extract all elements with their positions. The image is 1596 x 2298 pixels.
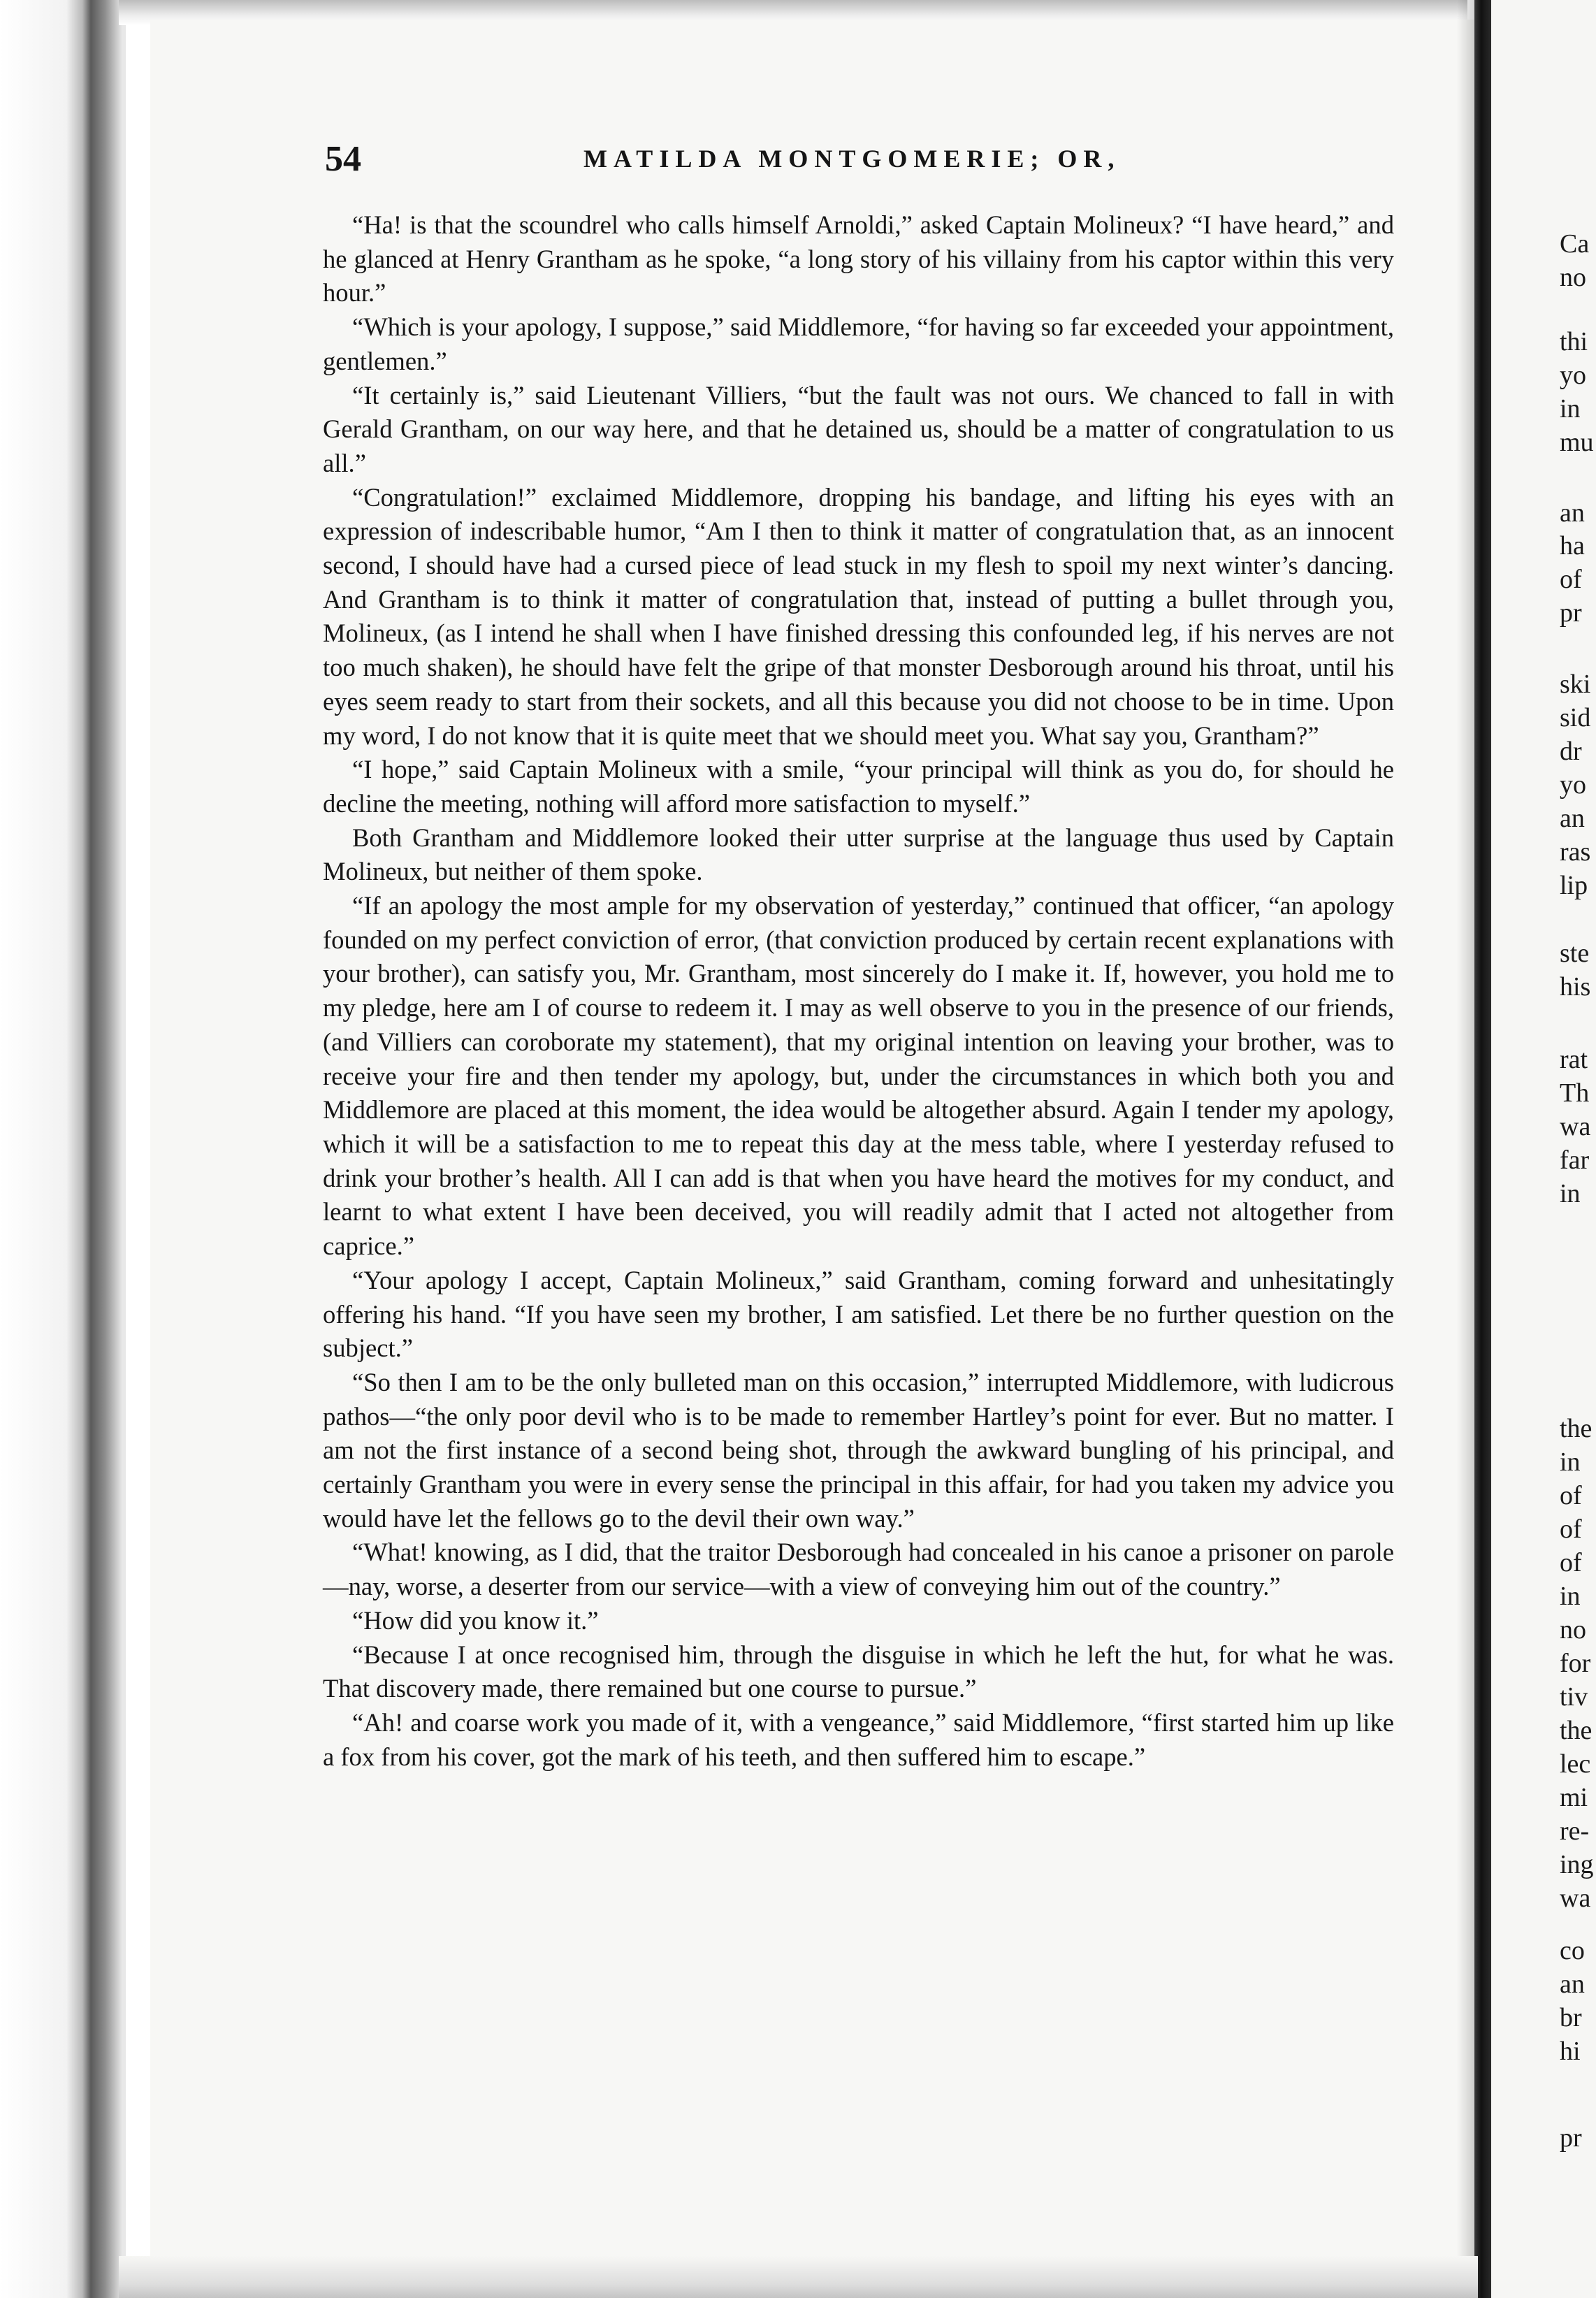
facing-fragment: of bbox=[1560, 1548, 1582, 1577]
facing-fragment: mi bbox=[1560, 1783, 1588, 1812]
facing-fragment: wa bbox=[1560, 1884, 1591, 1913]
facing-fragment: br bbox=[1560, 2003, 1582, 2032]
facing-fragment: ha bbox=[1560, 531, 1585, 561]
facing-fragment: of bbox=[1560, 1481, 1582, 1510]
facing-fragment: an bbox=[1560, 1970, 1585, 1999]
page-number: 54 bbox=[325, 139, 361, 179]
facing-fragment: his bbox=[1560, 972, 1591, 1002]
facing-fragment: in bbox=[1560, 1447, 1581, 1477]
scan-bottom-edge bbox=[119, 2256, 1478, 2298]
book-spine bbox=[1474, 0, 1491, 2298]
paragraph: “Which is your apology, I suppose,” said Middlemore, “for having so far exceeded your appointment, gentlemen.” bbox=[323, 312, 1394, 375]
scan-left-border bbox=[0, 0, 126, 2298]
facing-fragment: the bbox=[1560, 1716, 1593, 1745]
facing-fragment: hi bbox=[1560, 2037, 1581, 2066]
facing-fragment: Ca bbox=[1560, 229, 1590, 259]
facing-fragment: thi bbox=[1560, 327, 1588, 356]
facing-fragment: an bbox=[1560, 498, 1585, 528]
facing-fragment: the bbox=[1560, 1414, 1593, 1443]
paragraph: “Ah! and coarse work you made of it, with a vengeance,” said Middlemore, “first started him up like a fox from his cover, got the mark of his teeth, and then suffered him to escape.” bbox=[323, 1707, 1394, 1771]
facing-fragment: lec bbox=[1560, 1749, 1591, 1779]
facing-fragment: mu bbox=[1560, 428, 1594, 457]
paragraph: “Your apology I accept, Captain Molineux,” said Grantham, coming forward and unhesitatingly offering his hand. “If you have seen my brother, I am satisfied. Let there be no further question on the subject.” bbox=[323, 1265, 1394, 1363]
facing-fragment: dr bbox=[1560, 737, 1582, 766]
facing-fragment: of bbox=[1560, 565, 1582, 594]
facing-fragment: ski bbox=[1560, 670, 1591, 699]
facing-fragment: pr bbox=[1560, 2123, 1582, 2153]
paragraph: “If an apology the most ample for my observation of yesterday,” continued that officer, “an apology founded on my perfect conviction of error, (that conviction produced by certain recent explanations with your brother), can satisfy you, Mr. Grantham, most sincerely do I make it. If, however, you hold me to my pledge, here am I of course to redeem it. I may as well observe to you in the presence of our friends, (and Villiers can coroborate my statement), that my original intention on leaving your brother, was to receive your fire and then tender my apology, but, under the circumstances in which both you and Middlemore are placed at this moment, the idea would be altogether absurd. Again I tender my apology, which it will be a satisfaction to me to repeat this day at the mess table, where I yesterday refused to drink your brother’s health. All I can add is that when you have heard the motives for my conduct, and learnt to what extent I have been deceived, you will readily admit that I acted not altogether from caprice.” bbox=[323, 891, 1394, 1261]
facing-fragment: in bbox=[1560, 394, 1581, 424]
paragraph: “I hope,” said Captain Molineux with a smile, “your principal will think as you do, for should he decline the meeting, nothing will afford more satisfaction to myself.” bbox=[323, 755, 1394, 818]
facing-fragment: for bbox=[1560, 1649, 1591, 1678]
facing-fragment: ras bbox=[1560, 837, 1591, 867]
facing-fragment: co bbox=[1560, 1936, 1585, 1965]
facing-fragment: Th bbox=[1560, 1078, 1590, 1108]
facing-fragment: yo bbox=[1560, 770, 1586, 800]
facing-fragment: no bbox=[1560, 263, 1586, 292]
body-text bbox=[323, 208, 1394, 1774]
facing-fragment: of bbox=[1560, 1515, 1582, 1544]
facing-fragment: in bbox=[1560, 1582, 1581, 1611]
facing-fragment: no bbox=[1560, 1615, 1586, 1645]
facing-fragment: far bbox=[1560, 1146, 1590, 1175]
paragraph: “It certainly is,” said Lieutenant Villiers, “but the fault was not ours. We chanced to fall in with Gerald Grantham, on our way here, and that he detained us, should be a matter of congratulation to us all.” bbox=[323, 380, 1394, 477]
facing-fragment: yo bbox=[1560, 361, 1586, 390]
gutter-shadow bbox=[1457, 0, 1475, 2298]
paragraph: “How did you know it.” bbox=[352, 1605, 599, 1635]
facing-fragment: lip bbox=[1560, 871, 1588, 900]
facing-fragment: sid bbox=[1560, 703, 1591, 732]
paragraph: “Ha! is that the scoundrel who calls himself Arnoldi,” asked Captain Molineux? “I have heard,” and he glanced at Henry Grantham as he spoke, “a long story of his villainy from his captor within this very hour.” bbox=[323, 210, 1394, 308]
paragraph: “Congratulation!” exclaimed Middlemore, dropping his bandage, and lifting his eyes with an expression of indescribable humor, “Am I then to think it matter of congratulation that, as an innocent second, I should have had a cursed piece of lead stuck in my flesh to spoil my next winter’s dancing. And Grantham is to think it matter of congratulation that, instead of putting a bullet through you, Molineux, (as I intend he shall when I have finished dressing this confounded leg, if his nerves are not too much shaken), he should have felt the gripe of that monster Desborough around his throat, until his eyes seem ready to start from their sockets, and all this because you did not choose to be in time. Upon my word, I do not know that it is quite meet that we should meet you. What say you, Grantham?” bbox=[323, 482, 1394, 750]
paragraph: “Because I at once recognised him, through the disguise in which he left the hut, for what he was. That discovery made, there remained but one course to pursue.” bbox=[323, 1640, 1394, 1703]
facing-fragment: an bbox=[1560, 804, 1585, 833]
facing-fragment: ing bbox=[1560, 1850, 1594, 1879]
facing-fragment: tiv bbox=[1560, 1682, 1588, 1712]
facing-fragment: pr bbox=[1560, 598, 1582, 628]
facing-fragment: re- bbox=[1560, 1816, 1590, 1846]
paragraph: “What! knowing, as I did, that the traitor Desborough had concealed in his canoe a prisoner on parole—nay, worse, a deserter from our service—with a view of conveying him out of the country.” bbox=[323, 1538, 1394, 1601]
paragraph: Both Grantham and Middlemore looked their utter surprise at the language thus used by Captain Molineux, but neither of them spoke. bbox=[323, 823, 1394, 886]
facing-fragment: wa bbox=[1560, 1112, 1591, 1141]
facing-fragment: ste bbox=[1560, 939, 1590, 968]
running-title: MATILDA MONTGOMERIE; OR, bbox=[583, 145, 1121, 173]
facing-fragment: in bbox=[1560, 1179, 1581, 1208]
facing-fragment: rat bbox=[1560, 1045, 1588, 1074]
paragraph: “So then I am to be the only bulleted man on this occasion,” interrupted Middlemore, with ludicrous pathos—“the only poor devil who is to be made to remember Hartley’s point for ever. But no matter. I am not the first instance of a second being shot, through the awkward bungling of his principal, and certainly Grantham you were in every sense the principal in this affair, for had you taken my advice you would have let the fellows go to the devil their own way.” bbox=[323, 1367, 1394, 1533]
